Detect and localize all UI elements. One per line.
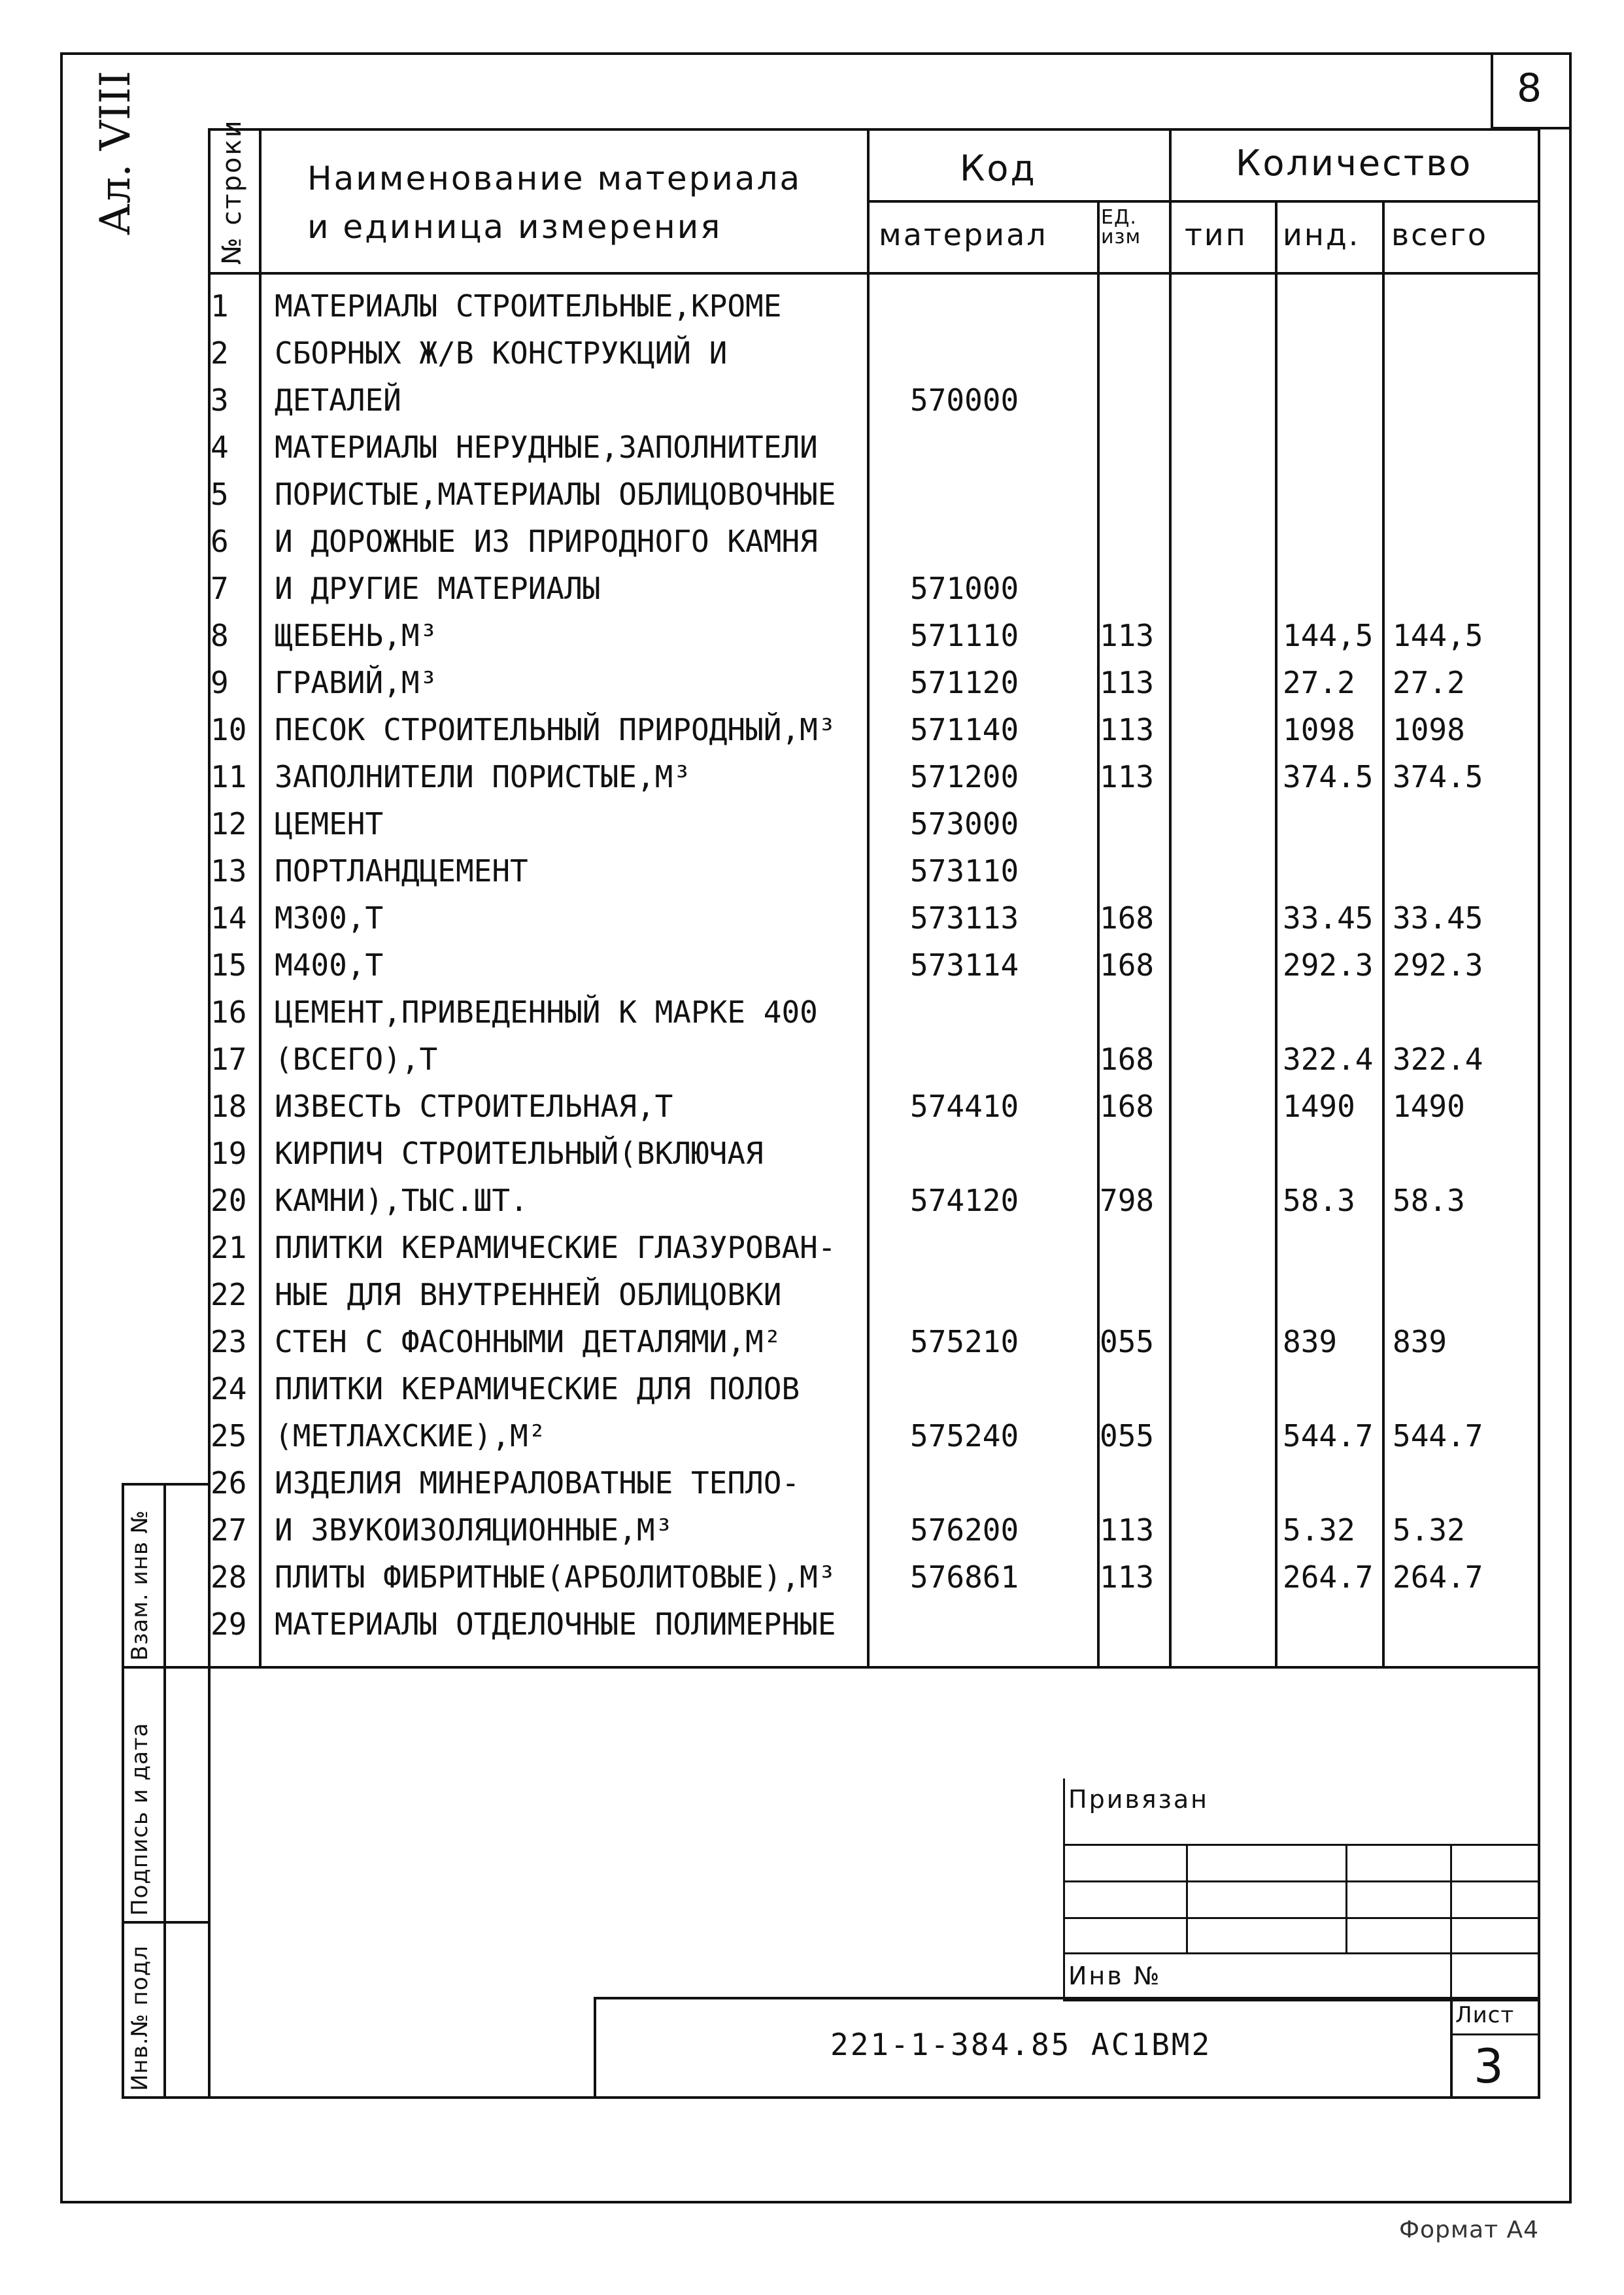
material-name: И ДРУГИЕ МАТЕРИАЛЫ: [275, 571, 601, 606]
material-code: 576861: [910, 1559, 1019, 1595]
material-name: И ДОРОЖНЫЕ ИЗ ПРИРОДНОГО КАМНЯ: [275, 524, 818, 559]
qty-ind: 292.3: [1283, 947, 1374, 983]
qty-total: 374.5: [1393, 759, 1483, 794]
row-number: 10: [211, 712, 247, 747]
material-name: ИЗВЕСТЬ СТРОИТЕЛЬНАЯ,Т: [275, 1089, 673, 1124]
unit-code: 168: [1100, 1089, 1155, 1124]
material-name: МАТЕРИАЛЫ ОТДЕЛОЧНЫЕ ПОЛИМЕРНЫЕ: [275, 1606, 836, 1642]
material-code: 575240: [910, 1418, 1019, 1454]
material-name: ИЗДЕЛИЯ МИНЕРАЛОВАТНЫЕ ТЕПЛО-: [275, 1465, 800, 1501]
qty-total: 27.2: [1393, 665, 1465, 700]
row-number: 29: [211, 1606, 247, 1642]
frame-bottom: [60, 2201, 1572, 2203]
row-number: 8: [211, 618, 229, 653]
row-number: 13: [211, 853, 247, 889]
row-number: 6: [211, 524, 229, 559]
material-name: МАТЕРИАЛЫ СТРОИТЕЛЬНЫЕ,КРОМЕ: [275, 288, 782, 324]
row-number: 19: [211, 1136, 247, 1171]
material-code: 571110: [910, 618, 1019, 653]
material-name: ЗАПОЛНИТЕЛИ ПОРИСТЫЕ,М³: [275, 759, 691, 794]
unit-code: 168: [1100, 1042, 1155, 1077]
title-list-number: 3: [1474, 2039, 1506, 2094]
title-inv-no: Инв №: [1068, 1962, 1162, 1990]
material-name: ПЛИТЫ ФИБРИТНЫЕ(АРБОЛИТОВЫЕ),М³: [275, 1559, 836, 1595]
row-number: 11: [211, 759, 247, 794]
qty-ind: 5.32: [1283, 1512, 1355, 1548]
unit-code: 113: [1100, 1512, 1155, 1548]
material-name: ЩЕБЕНЬ,М³: [275, 618, 438, 653]
material-code: 575210: [910, 1324, 1019, 1359]
material-code: 571200: [910, 759, 1019, 794]
qty-total: 58.3: [1393, 1183, 1465, 1218]
qty-ind: 322.4: [1283, 1042, 1374, 1077]
material-name: ДЕТАЛЕЙ: [275, 382, 401, 418]
header-name-line2: и единица измерения: [307, 208, 722, 246]
stamp-podpis: Подпись и дата: [127, 1722, 153, 1916]
qty-ind: 1490: [1283, 1089, 1355, 1124]
row-number: 18: [211, 1089, 247, 1124]
row-number: 27: [211, 1512, 247, 1548]
material-code: 574120: [910, 1183, 1019, 1218]
qty-total: 264.7: [1393, 1559, 1483, 1595]
material-name: ПЛИТКИ КЕРАМИЧЕСКИЕ ГЛАЗУРОВАН-: [275, 1230, 836, 1265]
header-unit: ЕД. изм: [1101, 206, 1142, 248]
row-number: 1: [211, 288, 229, 324]
qty-ind: 27.2: [1283, 665, 1355, 700]
unit-code: 113: [1100, 712, 1155, 747]
row-number: 16: [211, 994, 247, 1030]
unit-code: 168: [1100, 900, 1155, 936]
qty-total: 292.3: [1393, 947, 1483, 983]
material-code: 576200: [910, 1512, 1019, 1548]
material-code: 570000: [910, 382, 1019, 418]
stamp-inv-podl: Инв.№ подл: [127, 1945, 153, 2091]
unit-code: 113: [1100, 665, 1155, 700]
qty-total: 5.32: [1393, 1512, 1465, 1548]
header-ind: инд.: [1283, 217, 1361, 252]
material-name: ПЕСОК СТРОИТЕЛЬНЫЙ ПРИРОДНЫЙ,М³: [275, 712, 836, 747]
material-name: (МЕТЛАХСКИЕ),М²: [275, 1418, 547, 1454]
row-number: 9: [211, 665, 229, 700]
row-number: 4: [211, 430, 229, 465]
stamp-vzam: Взам. инв №: [127, 1509, 153, 1661]
material-code: 574410: [910, 1089, 1019, 1124]
qty-total: 839: [1393, 1324, 1447, 1359]
title-designation: 221-1-384.85 АС1ВМ2: [830, 2027, 1212, 2062]
qty-ind: 1098: [1283, 712, 1355, 747]
row-number: 24: [211, 1371, 247, 1406]
unit-code: 113: [1100, 1559, 1155, 1595]
row-number: 12: [211, 806, 247, 842]
material-code: 573000: [910, 806, 1019, 842]
material-name: И ЗВУКОИЗОЛЯЦИОННЫЕ,М³: [275, 1512, 673, 1548]
qty-total: 144,5: [1393, 618, 1483, 653]
material-name: СБОРНЫХ Ж/В КОНСТРУКЦИЙ И: [275, 335, 728, 371]
row-number: 28: [211, 1559, 247, 1595]
title-list-label: Лист: [1455, 2002, 1515, 2028]
unit-code: 113: [1100, 759, 1155, 794]
frame-right: [1569, 52, 1572, 2203]
material-name: ГРАВИЙ,М³: [275, 665, 438, 700]
material-name: ПЛИТКИ КЕРАМИЧЕСКИЕ ДЛЯ ПОЛОВ: [275, 1371, 800, 1406]
title-privyazan: Привязан: [1068, 1785, 1209, 1814]
material-code: 573114: [910, 947, 1019, 983]
material-code: 573113: [910, 900, 1019, 936]
qty-total: 1490: [1393, 1089, 1465, 1124]
material-code: 571120: [910, 665, 1019, 700]
unit-code: 055: [1100, 1418, 1155, 1454]
material-name: СТЕН С ФАСОННЫМИ ДЕТАЛЯМИ,М²: [275, 1324, 782, 1359]
row-number: 14: [211, 900, 247, 936]
header-quantity: Количество: [1236, 143, 1473, 184]
qty-total: 322.4: [1393, 1042, 1483, 1077]
header-code: Код: [960, 148, 1037, 189]
row-number: 20: [211, 1183, 247, 1218]
unit-code: 798: [1100, 1183, 1155, 1218]
qty-ind: 374.5: [1283, 759, 1374, 794]
frame-left: [60, 52, 63, 2203]
page-number-box: [1491, 52, 1493, 128]
header-material: материал: [879, 217, 1048, 252]
row-number: 21: [211, 1230, 247, 1265]
header-row-no: № строки: [217, 118, 247, 265]
qty-ind: 144,5: [1283, 618, 1374, 653]
format-label: Формат А4: [1399, 2217, 1540, 2243]
material-code: 571000: [910, 571, 1019, 606]
material-code: 573110: [910, 853, 1019, 889]
unit-code: 113: [1100, 618, 1155, 653]
row-number: 26: [211, 1465, 247, 1501]
material-name: ПОРИСТЫЕ,МАТЕРИАЛЫ ОБЛИЦОВОЧНЫЕ: [275, 477, 836, 512]
row-number: 5: [211, 477, 229, 512]
row-number: 7: [211, 571, 229, 606]
qty-ind: 58.3: [1283, 1183, 1355, 1218]
qty-total: 1098: [1393, 712, 1465, 747]
material-name: (ВСЕГО),Т: [275, 1042, 438, 1077]
row-number: 2: [211, 335, 229, 371]
row-number: 22: [211, 1277, 247, 1312]
row-number: 3: [211, 382, 229, 418]
qty-total: 33.45: [1393, 900, 1483, 936]
row-number: 23: [211, 1324, 247, 1359]
material-name: ЦЕМЕНТ,ПРИВЕДЕННЫЙ К МАРКЕ 400: [275, 994, 818, 1030]
header-type: тип: [1185, 217, 1247, 252]
row-number: 15: [211, 947, 247, 983]
material-name: ПОРТЛАНДЦЕМЕНТ: [275, 853, 528, 889]
header-total: всего: [1391, 217, 1489, 252]
qty-ind: 264.7: [1283, 1559, 1374, 1595]
material-code: 571140: [910, 712, 1019, 747]
row-number: 17: [211, 1042, 247, 1077]
material-name: М400,Т: [275, 947, 384, 983]
row-number: 25: [211, 1418, 247, 1454]
material-name: ЦЕМЕНТ: [275, 806, 384, 842]
unit-code: 055: [1100, 1324, 1155, 1359]
frame-top: [60, 52, 1572, 55]
material-name: МАТЕРИАЛЫ НЕРУДНЫЕ,ЗАПОЛНИТЕЛИ: [275, 430, 818, 465]
material-name: КИРПИЧ СТРОИТЕЛЬНЫЙ(ВКЛЮЧАЯ: [275, 1136, 764, 1171]
qty-ind: 839: [1283, 1324, 1338, 1359]
page-number: 8: [1517, 65, 1544, 111]
qty-ind: 33.45: [1283, 900, 1374, 936]
qty-ind: 544.7: [1283, 1418, 1374, 1454]
material-name: КАМНИ),ТЫС.ШТ.: [275, 1183, 528, 1218]
header-name-line1: Наименование материала: [307, 160, 802, 197]
material-name: М300,Т: [275, 900, 384, 936]
unit-code: 168: [1100, 947, 1155, 983]
material-name: НЫЕ ДЛЯ ВНУТРЕННЕЙ ОБЛИЦОВКИ: [275, 1277, 782, 1312]
side-label: Ал. VIII: [92, 71, 140, 235]
qty-total: 544.7: [1393, 1418, 1483, 1454]
